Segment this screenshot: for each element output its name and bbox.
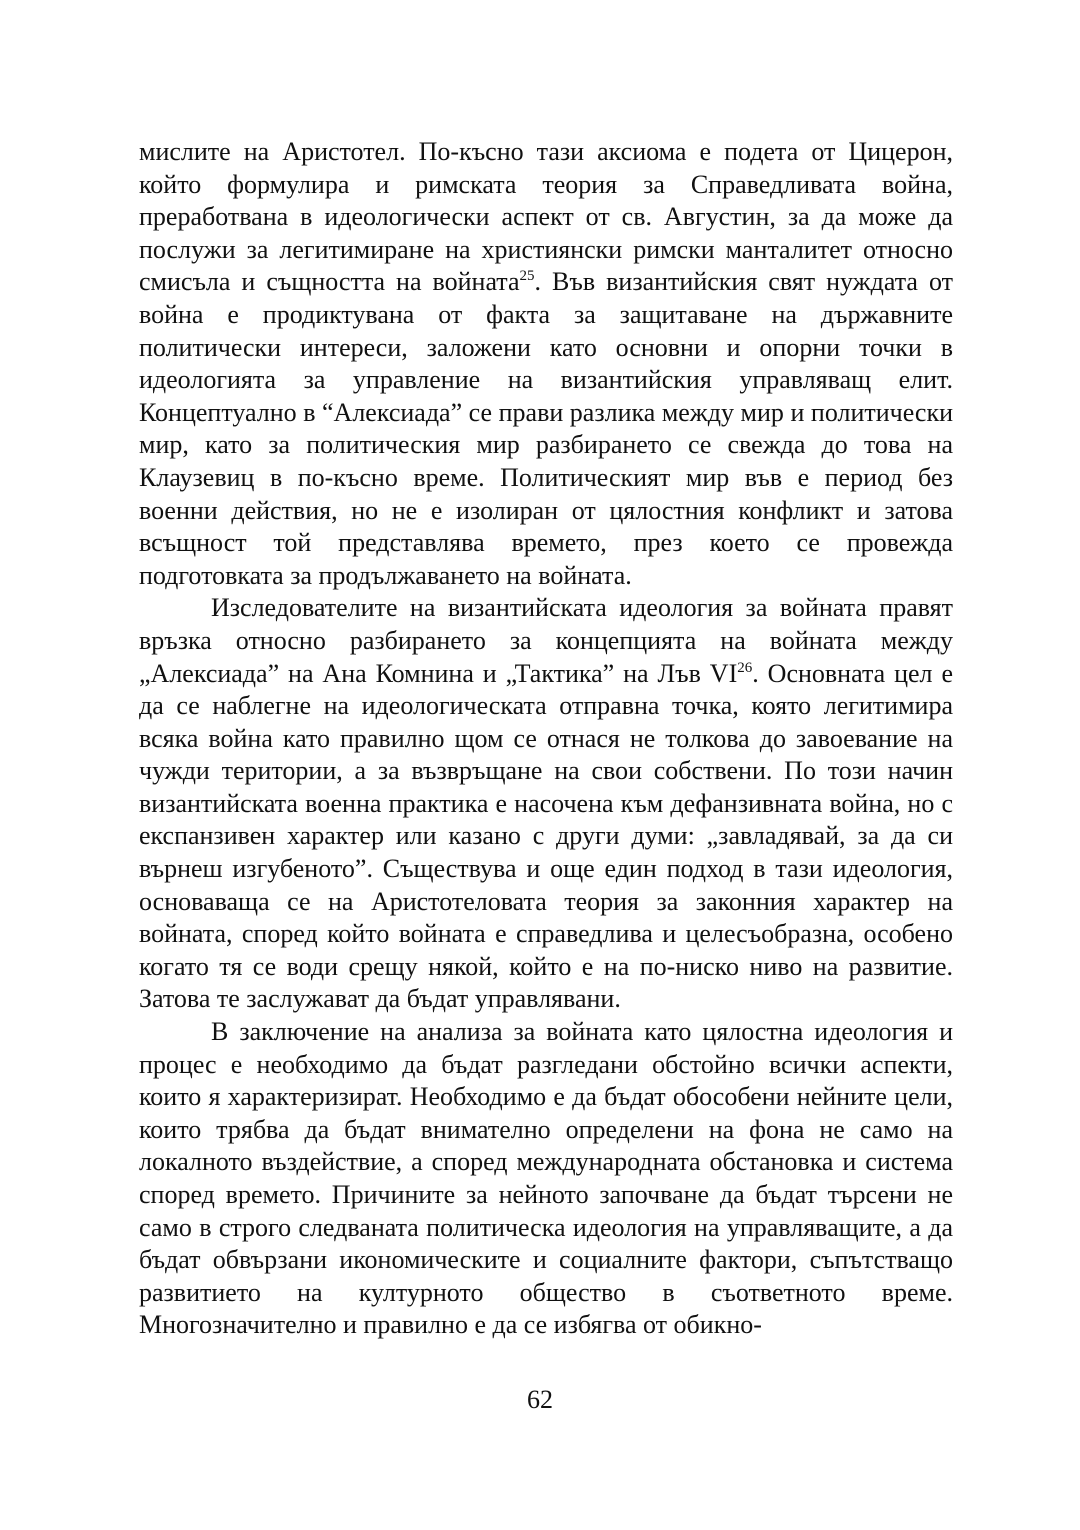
paragraph-text: Изследователите на византийската идеология за войната правят връзка относно разбирането за концепцията на войната между „Алексиада” на Ана Комнина и „Тактика” на Лъв VI [139, 593, 953, 688]
paragraph-text: В заключение на анализа за войната като цялостна идеология и процес е необходимо да бъдат разгледани обстойно всички аспекти, които я характеризират. Необходимо е да бъдат обособени нейните цели, които трябва да бъдат внимателно определени на фона не само на локалното въздействие, а според международната обстановка и система според времето. Причините за нейното започване да бъдат търсени не само в строго следваната политическа идеология на управляващите, а да бъдат обвързани икономическите и социалните фактори, съпътстващо развитието на културното общество в съответното време. Многозначително и правилно е да се избягва от обикно- [139, 1017, 953, 1340]
paragraph-2 [139, 592, 953, 1016]
paragraph-text: . Във византийския свят нуждата от война е продиктувана от факта за защитаване на държавните политически интереси, заложени като основни и опорни точки в идеологията за управление на византийския управляващ елит. Концептуално в “Алексиада” се прави разлика между мир и политически мир, като за политическия мир разбирането се свежда до това на Клаузевиц в по-късно време. Политическият мир във е период без военни действия, но не е изолиран от цялостния конфликт и затова всъщност той представлява времето, през което се провежда подготовката за продължаването на войната. [139, 267, 953, 590]
page-number: 62 [527, 1385, 553, 1414]
paragraph-3 [139, 1016, 953, 1342]
footnote-reference-25[interactable]: 25 [519, 268, 535, 285]
page-body-text [139, 136, 953, 1342]
paragraph-text: . Основната цел е да се наблегне на идеологическата отправна точка, която легитимира всяка война като правилно щом се отнася не толкова до завоевание на чужди територии, а за възвръщане на свои собствени. По този начин византийската военна практика е насочена към дефанзивната война, но с експанзивен характер или казано с други думи: „завладявай, за да си върнеш изгубеното”. Съществува и още един подход в тази идеология, основаваща се на Аристотеловата теория за законния характер на войната, според който войната е справедлива и целесъобразна, особено когато тя се води срещу някой, който е на по-ниско ниво на развитие. Затова те заслужават да бъдат управлявани. [139, 658, 954, 1014]
paragraph-1 [139, 136, 953, 592]
footnote-reference-26[interactable]: 26 [737, 659, 753, 676]
paragraph-text: мислите на Аристотел. По-късно тази аксиома е подета от Цицерон, който формулира и римската теория за Справедливата война, преработвана в идеологически аспект от св. Августин, за да може да послужи за легитимиране на християнски римски манталитет относно смисъла и същността на войната [139, 137, 953, 297]
